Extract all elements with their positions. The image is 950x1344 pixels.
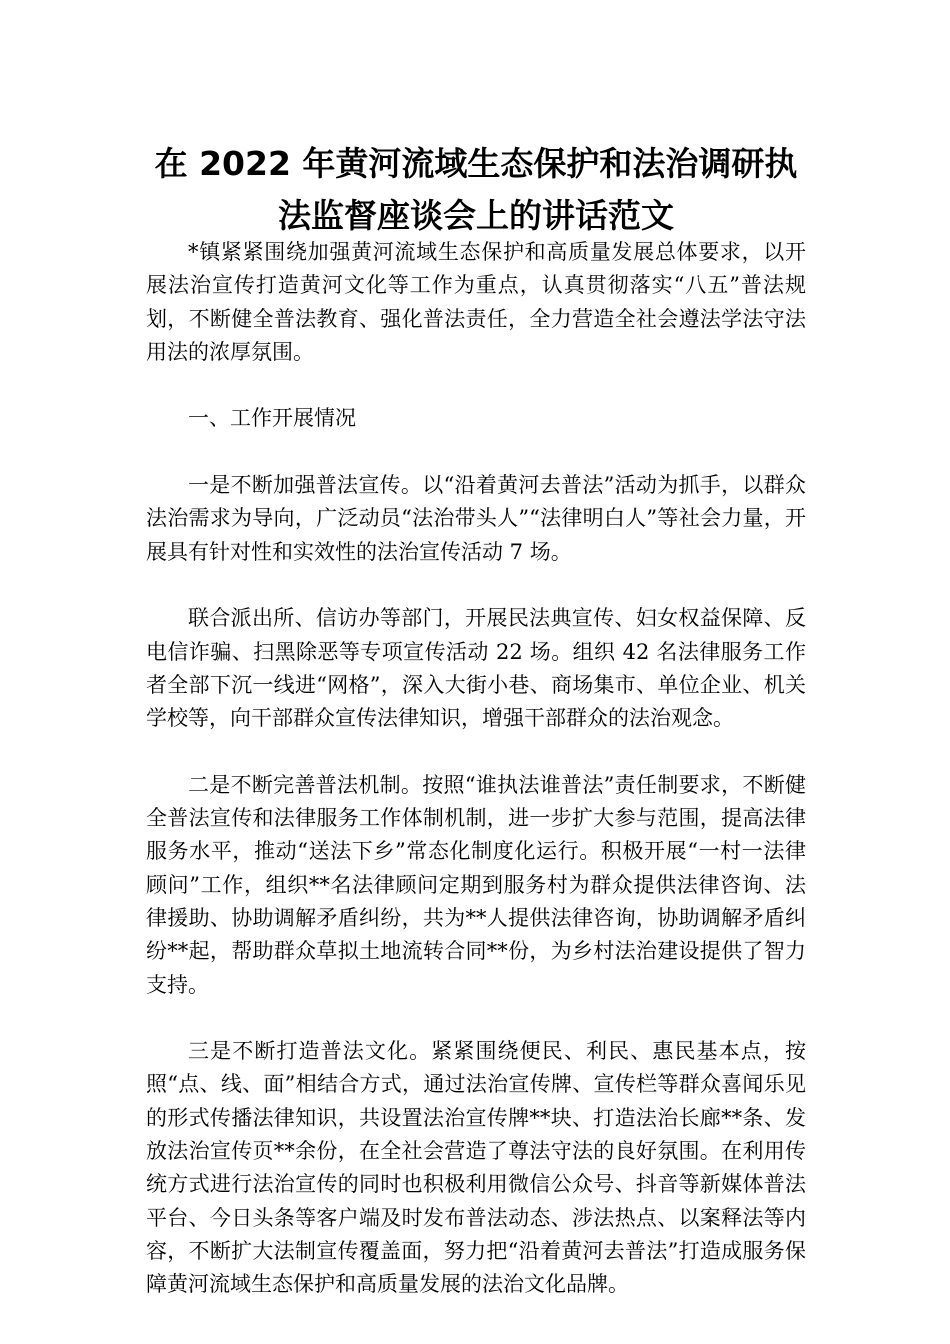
paragraph-culture: 三是不断打造普法文化。紧紧围绕便民、利民、惠民基本点，按照“点、线、面”相结合方式，通过法治宣传牌、宣传栏等群众喜闻乐见的形式传播法律知识，共设置法治宣传牌**块、打造法治长廊**条、发放法治宣传页**余份，在全社会营造了尊法守法的良好氛围。在利用传统方式进行法治宣传的同时也积极利用微信公众号、抖音等新媒体普法平台、今日头条等客户端及时发布普法动态、涉法热点、以案释法等内容，不断扩大法制宣传覆盖面，努力把“沿着黄河去普法”打造成服务保障黄河流域生态保护和高质量发展的法治文化品牌。 <box>146 1039 806 1297</box>
document-title-line-2: 法监督座谈会上的讲话范文 <box>278 196 674 235</box>
paragraph-joint-campaign: 联合派出所、信访办等部门，开展民法典宣传、妇女权益保障、反电信诈骗、扫黑除恶等专项宣传活动 22 场。组织 42 名法律服务工作者全部下沉一线进“网格”，深入大街小巷、商场集市、单位企业、机关学校等，向干部群众宣传法律知识，增强干部群众的法治观念。 <box>146 606 806 731</box>
document-title-line-1: 在 2022 年黄河流域生态保护和法治调研执 <box>154 144 798 183</box>
paragraph-mechanism: 二是不断完善普法机制。按照“谁执法谁普法”责任制要求，不断健全普法宣传和法律服务工作体制机制，进一步扩大参与范围，提高法律服务水平，推动“送法下乡”常态化制度化运行。积极开展“一村一法律顾问”工作，组织**名法律顾问定期到服务村为群众提供法律咨询、法律援助、协助调解矛盾纠纷，共为**人提供法律咨询，协助调解矛盾纠纷**起，帮助群众草拟土地流转合同**份，为乡村法治建设提供了智力支持。 <box>146 772 806 997</box>
section-heading: 一、工作开展情况 <box>188 406 356 431</box>
paragraph-publicity: 一是不断加强普法宣传。以“沿着黄河去普法”活动为抓手，以群众法治需求为导向，广泛动员“法治带头人”“法律明白人”等社会力量，开展具有针对性和实效性的法治宣传活动 7 场。 <box>146 473 806 564</box>
document-body <box>146 236 806 1302</box>
paragraph-intro: *镇紧紧围绕加强黄河流域生态保护和高质量发展总体要求，以开展法治宣传打造黄河文化等工作为重点，认真贯彻落实“八五”普法规划，不断健全普法教育、强化普法责任，全力营造全社会遵法学法守法用法的浓厚氛围。 <box>146 240 806 364</box>
